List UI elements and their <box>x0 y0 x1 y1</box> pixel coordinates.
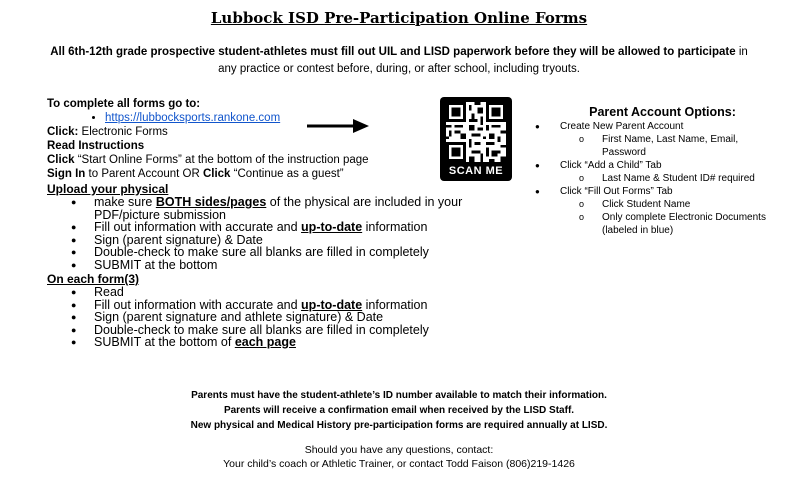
option-text: Click “Fill Out Forms” Tab <box>560 186 673 197</box>
item-text: Double-check to make sure all blanks are filled in completely <box>94 245 429 259</box>
item-text: information <box>362 297 428 312</box>
item-text: Fill out information with accurate and <box>94 220 302 234</box>
item-text: of the physical are included in your PDF/picture submission <box>94 195 463 222</box>
list-item <box>535 120 780 159</box>
signin-end: “Continue as a guest” <box>230 168 344 180</box>
parent-notes <box>0 388 798 433</box>
step-start-online <box>47 153 487 167</box>
item-text: SUBMIT at the bottom of <box>94 335 235 349</box>
option-text: Click “Add a Child” Tab <box>560 160 662 171</box>
item-text: make sure <box>94 195 156 209</box>
item-emphasis: up-to-date <box>301 220 363 234</box>
qr-code-icon[interactable] <box>446 102 506 162</box>
item-text: Sign (parent signature and athlete signature) & Date <box>94 310 384 324</box>
click2-label: Click <box>47 154 75 166</box>
eachform-list <box>47 286 487 349</box>
step-read-instructions: Read Instructions <box>47 140 145 152</box>
list-item <box>535 159 780 185</box>
scan-me-label: SCAN ME <box>448 165 504 177</box>
item-text: Double-check to make sure all blanks are filled in completely <box>94 322 429 337</box>
sub-list-item: o Only complete Electronic Documents (labeled in blue) <box>560 211 780 237</box>
item-emphasis: each page <box>234 335 296 349</box>
eachform-heading: On each form(3) <box>47 272 140 286</box>
item-text: Fill out information with accurate and <box>94 297 302 312</box>
item-text: information <box>362 220 428 234</box>
step-sign-in <box>47 167 487 181</box>
instructions-section <box>47 97 487 349</box>
contact-info <box>0 443 798 471</box>
signin-click: Click <box>202 168 231 180</box>
note-line: New physical and Medical History pre-participation forms are required annually at LISD. <box>190 420 608 431</box>
item-text: SUBMIT at the bottom <box>94 257 218 272</box>
sub-list-item: o Click Student Name <box>560 198 780 211</box>
right-arrow-icon <box>307 118 371 134</box>
sub-list <box>560 172 780 185</box>
step-click-forms <box>47 125 487 139</box>
list-item <box>47 259 487 272</box>
item-text: Read <box>94 285 124 299</box>
parent-options-panel <box>535 106 780 237</box>
click-label: Click: <box>47 126 79 138</box>
rankone-link[interactable]: https://lubbocksports.rankone.com <box>105 112 281 124</box>
item-emphasis: BOTH sides/pages <box>155 195 267 209</box>
list-item <box>47 196 487 221</box>
steps-heading: To complete all forms go to: <box>47 98 201 110</box>
sub-list-item: o First Name, Last Name, Email, Password <box>560 133 780 159</box>
list-item <box>535 185 780 237</box>
option-text: Create New Parent Account <box>560 121 684 132</box>
signin-mid: to Parent Account OR <box>85 168 203 180</box>
url-list-item <box>105 111 487 125</box>
page-title: Lubbock ISD Pre-Participation Online Forms <box>210 9 588 27</box>
sub-list-item: o Last Name & Student ID# required <box>560 172 780 185</box>
upload-list <box>47 196 487 271</box>
item-emphasis: up-to-date <box>301 297 363 312</box>
intro-rest: in <box>735 46 748 58</box>
intro-bold: All 6th-12th grade prospective student-athletes must fill out UIL and LISD paperwork before they will be allowed to participate <box>50 46 736 58</box>
item-text: Sign (parent signature) & Date <box>94 232 263 247</box>
intro-text <box>40 44 758 78</box>
note-line: Parents must have the student-athlete’s ID number available to match their information. <box>191 390 607 401</box>
contact-line2: Your child’s coach or Athletic Trainer, or contact Todd Faison (806)219-1426 <box>223 458 575 470</box>
intro-line2: any practice or contest before, during, or after school, including tryouts. <box>218 63 580 75</box>
url-list <box>47 111 487 125</box>
contact-line1: Should you have any questions, contact: <box>304 444 494 456</box>
signin-label: Sign In <box>47 168 86 180</box>
upload-heading: Upload your physical <box>47 182 169 196</box>
click-value: Electronic Forms <box>78 126 168 138</box>
parent-options-heading: Parent Account Options: <box>589 105 736 119</box>
click2-value: “Start Online Forms” at the bottom of the instruction page <box>74 154 369 166</box>
sub-list <box>560 133 780 159</box>
note-line: Parents will receive a confirmation email when received by the LISD Staff. <box>223 405 575 416</box>
sub-list <box>560 198 780 237</box>
list-item <box>47 336 487 349</box>
parent-options-list <box>535 120 780 237</box>
